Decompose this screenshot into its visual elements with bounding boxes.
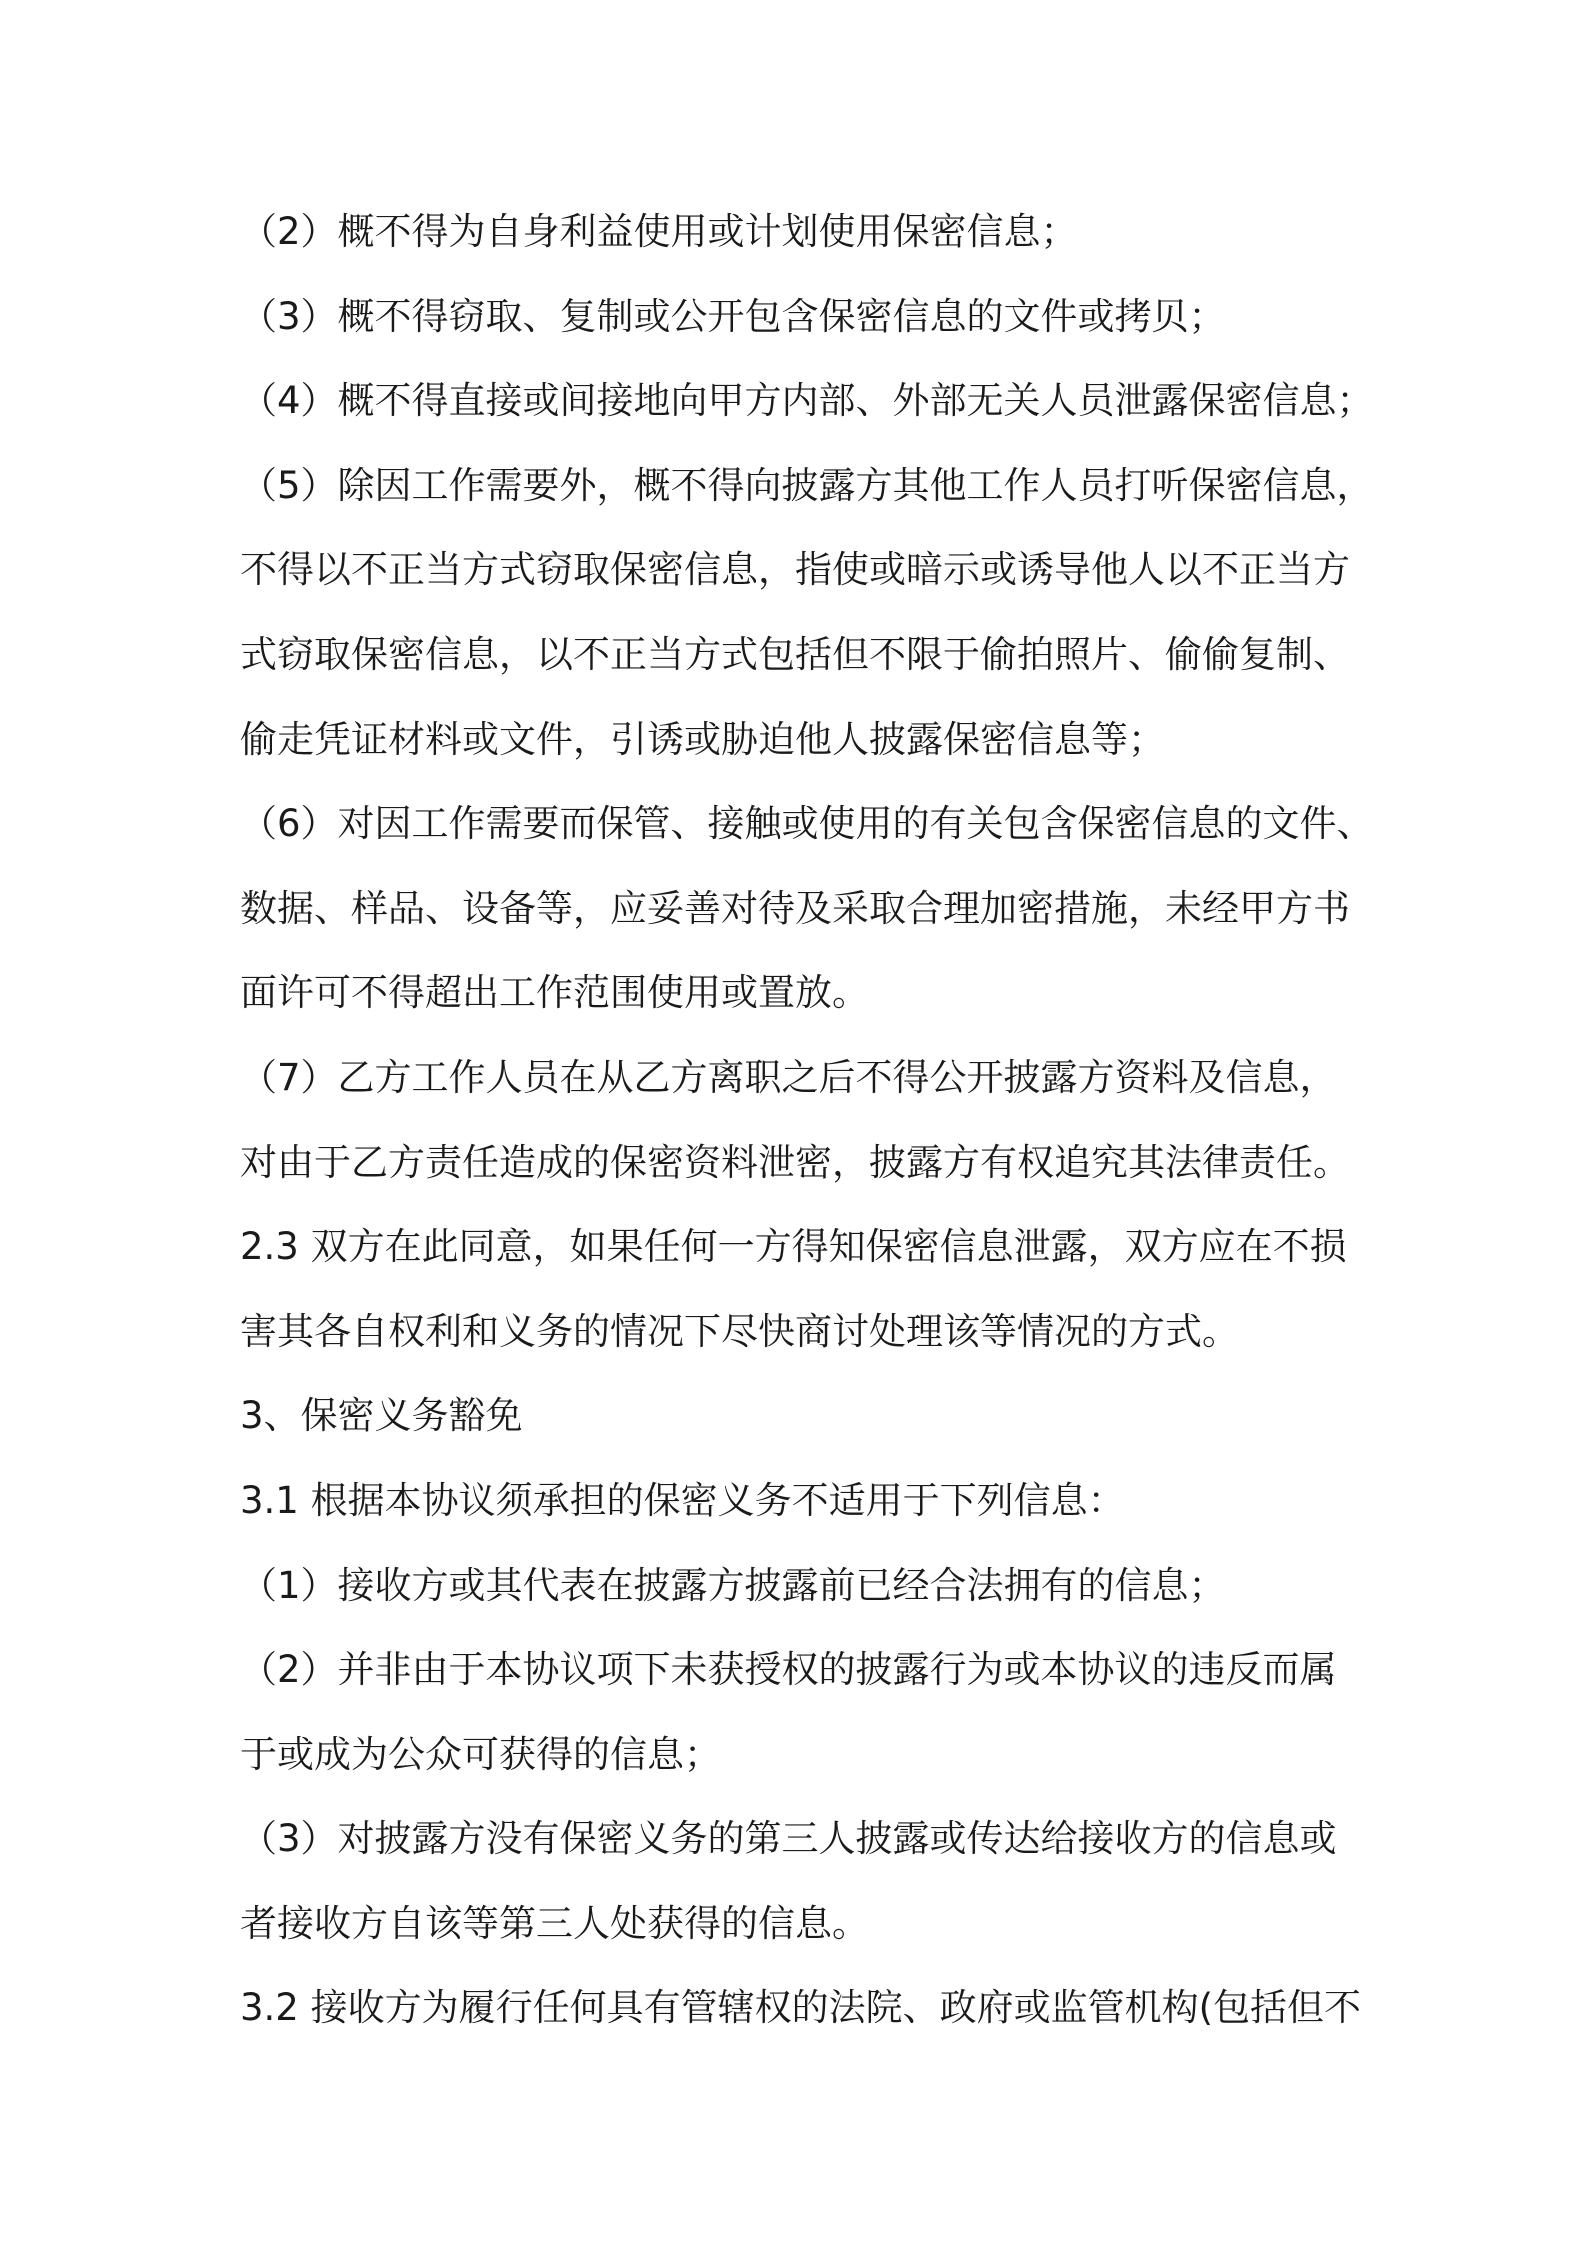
text-line-22: 3.2 接收方为履行任何具有管辖权的法院、政府或监管机构(包括但不 <box>240 1986 1362 2030</box>
text-line-11: （7）乙方工作人员在从乙方离职之后不得公开披露方资料及信息， <box>240 1055 1337 1099</box>
text-line-5: 不得以不正当方式窃取保密信息，指使或暗示或诱导他人以不正当方 <box>240 548 1350 592</box>
document-body <box>240 190 1374 2051</box>
text-line-12: 对由于乙方责任造成的保密资料泄密，披露方有权追究其法律责任。 <box>240 1140 1350 1184</box>
text-line-4: （5）除因工作需要外，概不得向披露方其他工作人员打听保密信息， <box>240 463 1374 507</box>
text-line-18: （2）并非由于本协议项下未获授权的披露行为或本协议的违反而属 <box>240 1648 1337 1692</box>
text-line-21: 者接收方自该等第三人处获得的信息。 <box>240 1901 869 1945</box>
text-line-19: 于或成为公众可获得的信息； <box>240 1732 721 1776</box>
text-line-7: 偷走凭证材料或文件，引诱或胁迫他人披露保密信息等； <box>240 717 1165 761</box>
text-line-3: （4）概不得直接或间接地向甲方内部、外部无关人员泄露保密信息； <box>240 379 1374 423</box>
text-line-20: （3）对披露方没有保密义务的第三人披露或传达给接收方的信息或 <box>240 1817 1337 1861</box>
text-line-9: 数据、样品、设备等，应妥善对待及采取合理加密措施，未经甲方书 <box>240 886 1350 930</box>
text-line-16: 3.1 根据本协议须承担的保密义务不适用于下列信息： <box>240 1478 1125 1522</box>
text-line-17: （1）接收方或其代表在披露方披露前已经合法拥有的信息； <box>240 1563 1226 1607</box>
text-line-1: （2）概不得为自身利益使用或计划使用保密信息； <box>240 210 1078 253</box>
text-line-14: 害其各自权利和义务的情况下尽快商讨处理该等情况的方式。 <box>240 1309 1239 1353</box>
text-line-2: （3）概不得窃取、复制或公开包含保密信息的文件或拷贝； <box>240 294 1226 338</box>
text-line-8: （6）对因工作需要而保管、接触或使用的有关包含保密信息的文件、 <box>240 802 1374 846</box>
text-line-6: 式窃取保密信息，以不正当方式包括但不限于偷拍照片、偷偷复制、 <box>240 632 1350 676</box>
text-line-10: 面许可不得超出工作范围使用或置放。 <box>240 971 869 1015</box>
text-line-13: 2.3 双方在此同意，如果任何一方得知保密信息泄露，双方应在不损 <box>240 1225 1347 1269</box>
section-heading: 3、保密义务豁免 <box>240 1394 523 1438</box>
